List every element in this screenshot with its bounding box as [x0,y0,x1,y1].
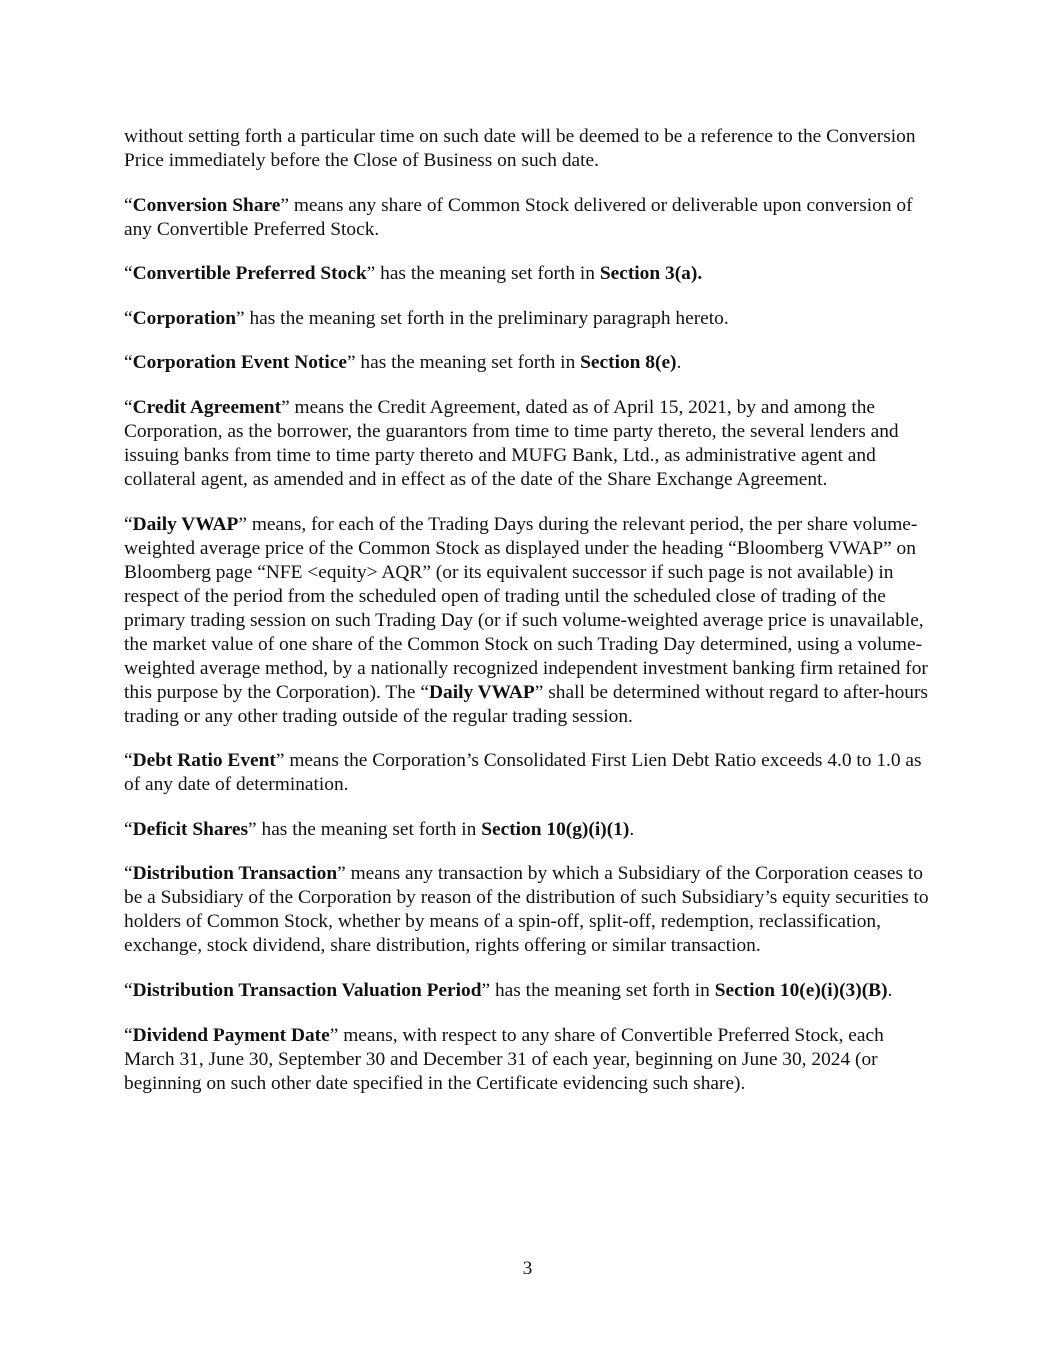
defined-term: Credit Agreement [132,396,282,418]
definition-text: ” has the meaning set forth in [366,263,600,285]
period: . [887,979,893,1001]
defined-term: Daily VWAP [132,513,239,535]
paragraph-text: without setting forth a particular time on such date will be deemed to be a reference to the Conversion Price immediately before the Close of Business on such date. [124,126,916,171]
definition-text: ” means the Corporation’s Consolidated First Lien Debt Ratio exceeds 4.0 to 1.0 as of any date of determination. [124,750,922,796]
paragraph-continuation [124,125,936,173]
defined-term: Corporation [132,307,237,329]
open-quote: “ [124,263,133,285]
open-quote: “ [124,307,133,329]
definition-dividend-payment-date [124,1024,936,1096]
definition-text: ” means any share of Common Stock delivered or deliverable upon conversion of any Convertible Preferred Stock. [124,194,913,240]
definition-corporation-event-notice [124,351,936,375]
definition-distribution-transaction [124,862,936,958]
definition-text: ” means the Credit Agreement, dated as of April 15, 2021, by and among the Corporation, as the borrower, the guarantors from time to time party thereto, the several lenders and issuing banks from time to time party thereto and MUFG Bank, Ltd., as administrative agent and collateral agent, as amended and in effect as of the date of the Share Exchange Agreement. [124,396,899,490]
definition-text: ” has the meaning set forth in [346,352,581,374]
definition-convertible-preferred-stock [124,262,936,286]
definition-text: ” has the meaning set forth in [248,818,482,840]
defined-term: Convertible Preferred Stock [132,263,367,285]
defined-term: Conversion Share [132,194,281,216]
open-quote: “ [124,352,133,374]
definition-credit-agreement [124,396,936,492]
definition-text: ” has the meaning set forth in [481,979,715,1001]
definition-text-continued: ” shall be determined without regard to after-hours trading or any other trading outside of the regular trading session. [124,681,928,727]
defined-term: Deficit Shares [132,818,249,840]
defined-term: Distribution Transaction Valuation Period [132,979,482,1001]
period: . [676,352,682,374]
document-body [124,125,936,1116]
page-number: 3 [522,1258,533,1279]
open-quote: “ [124,750,133,772]
definition-corporation [124,307,936,331]
definition-text: ” means any transaction by which a Subsidiary of the Corporation ceases to be a Subsidiary of the Corporation by reason of the distribution of such Subsidiary’s equity securities to holders of Common Stock, whether by means of a spin-off, split-off, redemption, reclassification, exchange, stock dividend, share distribution, rights offering or similar transaction. [124,863,929,957]
open-quote: “ [124,194,133,216]
open-quote: “ [124,818,133,840]
definition-daily-vwap [124,513,936,729]
period: . [629,818,635,840]
definition-deficit-shares [124,818,936,842]
definition-text: ” means, with respect to any share of Convertible Preferred Stock, each March 31, June 30, September 30 and December 31 of each year, beginning on June 30, 2024 (or beginning on such other date specified in the Certificate evidencing such share). [124,1024,884,1094]
defined-term: Distribution Transaction [132,863,338,885]
section-reference: Section 10(e)(i)(3)(B) [714,979,888,1001]
definition-distribution-transaction-valuation-period [124,979,936,1003]
open-quote: “ [124,513,133,535]
section-reference: Section 3(a). [599,263,703,285]
section-reference: Section 8(e) [580,352,677,374]
definition-text: ” has the meaning set forth in the preliminary paragraph hereto. [236,307,729,329]
open-quote: “ [124,396,133,418]
open-quote: “ [124,1024,133,1046]
section-reference: Section 10(g)(i)(1) [481,818,630,840]
definition-text: ” means, for each of the Trading Days during the relevant period, the per share volume-weighted average price of the Common Stock as displayed under the heading “Bloomberg VWAP” on Bloomberg page “NFE <equity> AQR” (or its equivalent successor if such page is not available) in respect of the period from the scheduled open of trading until the scheduled close of trading of the primary trading session on such Trading Day (or if such volume-weighted average price is unavailable, the market value of one share of the Common Stock on such Trading Day determined, using a volume-weighted average method, by a nationally recognized independent investment banking firm retained for this purpose by the Corporation). The “ [124,513,928,703]
defined-term: Dividend Payment Date [132,1024,330,1046]
defined-term: Corporation Event Notice [132,352,347,374]
defined-term: Debt Ratio Event [132,750,276,772]
open-quote: “ [124,863,133,885]
definition-conversion-share [124,194,936,242]
open-quote: “ [124,979,133,1001]
definition-debt-ratio-event [124,749,936,797]
defined-term-repeat: Daily VWAP [429,681,535,703]
